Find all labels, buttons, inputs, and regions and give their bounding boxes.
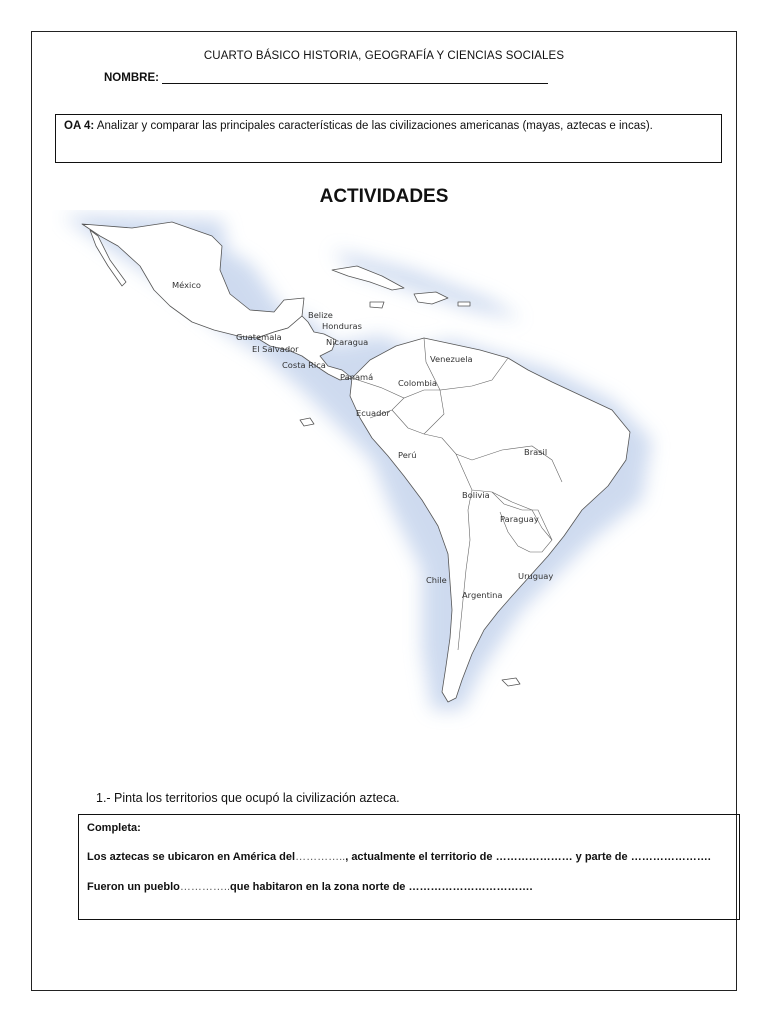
section-title: ACTIVIDADES xyxy=(319,186,449,207)
label-peru: Perú xyxy=(398,450,417,460)
complete-line-1 xyxy=(87,851,711,863)
blank-3[interactable]: …………………. xyxy=(630,851,711,863)
label-bolivia: Bolivia xyxy=(462,490,490,500)
blank-2[interactable]: ………………… xyxy=(495,851,573,863)
complete-title: Completa: xyxy=(87,822,141,834)
line1-text-b: , actualmente el territorio de xyxy=(345,851,493,863)
objective-box xyxy=(55,114,722,163)
falklands-shape xyxy=(502,678,520,686)
label-argentina: Argentina xyxy=(462,590,503,600)
label-uruguay: Uruguay xyxy=(518,571,554,581)
name-field-line[interactable] xyxy=(162,72,548,84)
label-mexico: México xyxy=(172,280,201,290)
line2-text-a: Fueron un pueblo xyxy=(87,881,180,893)
label-costa-rica: Costa Rica xyxy=(282,360,326,370)
label-brasil: Brasil xyxy=(524,447,548,457)
name-label: NOMBRE: xyxy=(104,72,159,84)
label-honduras: Honduras xyxy=(322,321,362,331)
objective-text: Analizar y comparar las principales características de las civilizaciones americanas (mayas, aztecas e incas). xyxy=(96,120,653,132)
header-title: CUARTO BÁSICO HISTORIA, GEOGRAFÍA Y CIENCIAS SOCIALES xyxy=(203,50,565,62)
label-nicaragua: Nicaragua xyxy=(326,337,369,347)
label-colombia: Colombia xyxy=(398,378,437,388)
complete-box xyxy=(78,814,740,920)
blank-1[interactable]: ………….. xyxy=(295,851,346,863)
name-row xyxy=(104,72,548,84)
label-el-salvador: El Salvador xyxy=(252,344,299,354)
puerto-rico-shape xyxy=(458,302,470,306)
latin-america-map xyxy=(52,210,716,730)
galapagos-shape xyxy=(300,418,314,426)
label-panama: Panamá xyxy=(340,372,374,382)
blank-5[interactable]: ……………………………. xyxy=(408,881,533,893)
jamaica-shape xyxy=(370,302,384,308)
label-chile: Chile xyxy=(426,575,447,585)
label-ecuador: Ecuador xyxy=(356,408,390,418)
land-masses xyxy=(82,222,630,702)
label-guatemala: Guatemala xyxy=(236,332,282,342)
line2-text-b: que habitaron en la zona norte de xyxy=(230,881,406,893)
label-venezuela: Venezuela xyxy=(430,354,473,364)
label-belize: Belize xyxy=(308,310,333,320)
objective-code: OA 4: xyxy=(64,120,95,132)
blank-4[interactable]: ………….. xyxy=(179,881,231,893)
question-1: 1.- Pinta los territorios que ocupó la civilización azteca. xyxy=(96,791,400,805)
complete-line-2 xyxy=(87,881,533,893)
line1-text-a: Los aztecas se ubicaron en América del xyxy=(87,851,296,863)
line1-text-c: y parte de xyxy=(575,851,628,863)
label-paraguay: Paraguay xyxy=(500,514,539,524)
